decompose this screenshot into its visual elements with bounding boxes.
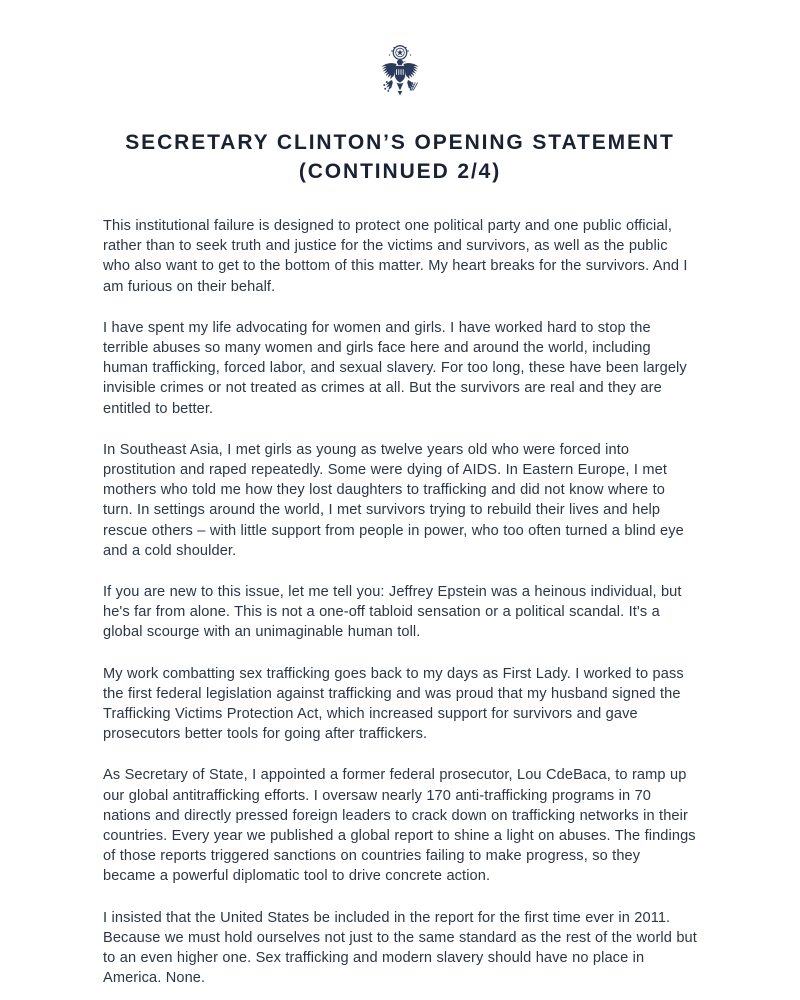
page-title xyxy=(0,128,800,186)
statement-paragraph: In Southeast Asia, I met girls as young as twelve years old who were forced into prostitution and raped repeatedly. Some were dying of AIDS. In Eastern Europe, I met mothers who told me how they lost daughters to trafficking and did not know where to turn. In settings around the world, I met survivors trying to rebuild their lives and help rescue others – with little support from people in power, who too often turned a blind eye and a cold shoulder. xyxy=(103,441,684,559)
statement-paragraph: I have spent my life advocating for women and girls. I have worked hard to stop the terrible abuses so many women and girls face here and around the world, including human trafficking, forced labor, and sexual slavery. For too long, these have been largely invisible crimes or not treated as crimes at all. But the survivors are real and they are entitled to better. xyxy=(103,319,687,417)
statement-paragraph: If you are new to this issue, let me tell you: Jeffrey Epstein was a heinous individual, but he's far from alone. This is not a one-off tabloid sensation or a political scandal. It's a global scourge with an unimaginable human toll. xyxy=(103,584,682,641)
statement-body xyxy=(103,186,697,989)
seal-container xyxy=(0,0,800,102)
statement-paragraph: I insisted that the United States be included in the report for the first time ever in 2011. Because we must hold ourselves not just to the same standard as the rest of the world but to an even higher one. Sex trafficking and modern slavery should have no place in America. None. xyxy=(103,909,697,987)
statement-paragraph: This institutional failure is designed to protect one political party and one public official, rather than to seek truth and justice for the victims and survivors, as well as the public who also want to get to the bottom of this matter. My heart breaks for the survivors. And I am furious on their behalf. xyxy=(103,218,688,295)
page-title-line-2: (CONTINUED 2/4) xyxy=(298,160,502,183)
statement-paragraph: As Secretary of State, I appointed a former federal prosecutor, Lou CdeBaca, to ramp up our global antitrafficking efforts. I oversaw nearly 170 anti-trafficking programs in 70 nations and directly pressed foreign leaders to crack down on trafficking networks in their countries. Every year we published a global report to shine a light on abuses. The findings of those reports triggered sanctions on countries failing to make progress, so they became a powerful diplomatic tool to drive concrete action. xyxy=(103,767,696,885)
page-title-line-1: SECRETARY CLINTON’S OPENING STATEMENT xyxy=(125,131,675,154)
great-seal-of-the-united-states-icon xyxy=(373,44,427,102)
statement-paragraph: My work combatting sex trafficking goes back to my days as First Lady. I worked to pass the first federal legislation against trafficking and was proud that my husband signed the Trafficking Victims Protection Act, which increased support for survivors and gave prosecutors better tools for going after traffickers. xyxy=(103,665,684,743)
